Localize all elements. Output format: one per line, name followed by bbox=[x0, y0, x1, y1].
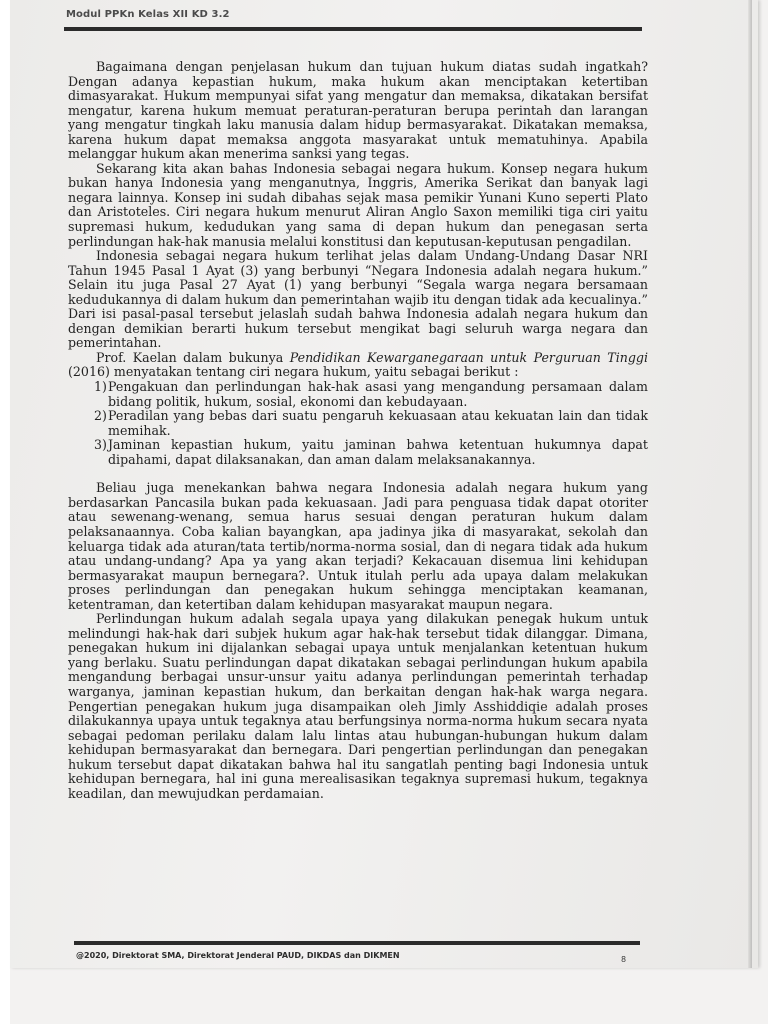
paragraph-pancasila: Beliau juga menekankan bahwa negara Indonesia adalah negara hukum yang berdasarkan Pancasila bukan pada kekuasaan. Jadi para penguasa tidak dapat otoriter atau sewenang-wenang, semua harus sesuai dengan peraturan hukum dalam pelaksanaannya. Coba kalian bayangkan, apa jadinya jika di masyarakat, sekolah dan keluarga tidak ada aturan/tata tertib/norma-norma sosial, dan di negara tidak ada hukum atau undang-undang? Apa ya yang akan terjadi? Kekacauan disemua lini kehidupan bermasyarakat maupun bernegara?. Untuk itulah perlu ada upaya dalam melakukan proses perlindungan dan penegakan hukum sehingga menciptakan keamanan, ketentraman, dan ketertiban dalam kehidupan masyarakat maupun negara. bbox=[68, 480, 648, 612]
list-number: 1) bbox=[94, 379, 107, 395]
list-text: Jaminan kepastian hukum, yaitu jaminan bahwa ketentuan hukumnya dapat dipahami, dapat dilaksanakan, dan aman dalam melaksanakannya. bbox=[108, 437, 648, 467]
paragraph-perlindungan-hukum: Perlindungan hukum adalah segala upaya yang dilakukan penegak hukum untuk melindungi hak-hak dari subjek hukum agar hak-hak tersebut tidak dilanggar. Dimana, penegakan hukum ini dijalankan sebagai upaya untuk menjalankan ketentuan hukum yang berlaku. Suatu perlindungan dapat dikatakan sebagai perlindungan hukum apabila mengandung berbagai unsur-unsur yaitu adanya perlindungan pemerintah terhadap warganya, jaminan kepastian hukum, dan berkaitan dengan hak-hak warga negara. Pengertian penegakan hukum juga disampaikan oleh Jimly Asshiddiqie adalah proses dilakukannya upaya untuk tegaknya atau berfungsinya norma-norma hukum secara nyata sebagai pedoman perilaku dalam lalu lintas atau hubungan-hubungan hukum dalam kehidupan bermasyarakat dan bernegara. Dari pengertian perlindungan dan penegakan hukum tersebut dapat dikatakan bahwa hal itu sangatlah penting bagi Indonesia untuk kehidupan bernegara, hal ini guna merealisasikan tegaknya supremasi hukum, tegaknya keadilan, dan mewujudkan perdamaian. bbox=[68, 611, 648, 801]
list-item bbox=[68, 438, 648, 467]
list-item bbox=[68, 380, 648, 409]
page-footer: @2020, Direktorat SMA, Direktorat Jenderal PAUD, DIKDAS dan DIKMEN bbox=[76, 951, 400, 960]
page-number: 8 bbox=[621, 955, 627, 964]
header-rule bbox=[64, 27, 642, 31]
list-number: 3) bbox=[94, 437, 107, 453]
list-text: Pengakuan dan perlindungan hak-hak asasi yang mengandung persamaan dalam bidang politik, hukum, sosial, ekonomi dan kebudayaan. bbox=[108, 379, 648, 409]
footer-rule bbox=[74, 941, 640, 945]
paragraph-negara-hukum: Sekarang kita akan bahas Indonesia sebagai negara hukum. Konsep negara hukum bukan hanya Indonesia yang menganutnya, Inggris, Amerika Serikat dan banyak lagi negara lainnya. Konsep ini sudah dibahas sejak masa pemikir Yunani Kuno seperti Plato dan Aristoteles. Ciri negara hukum menurut Aliran Anglo Saxon memiliki tiga ciri yaitu supremasi hukum, kedudukan yang sama di depan hukum dan penegasan serta perlindungan hak-hak manusia melalui konstitusi dan keputusan-keputusan pengadilan. bbox=[68, 160, 648, 249]
page-header: Modul PPKn Kelas XII KD 3.2 bbox=[66, 9, 230, 20]
ciri-negara-hukum-list bbox=[68, 380, 648, 467]
document-body bbox=[68, 60, 648, 801]
list-text: Peradilan yang bebas dari suatu pengaruh kekuasaan atau kekuatan lain dan tidak memihak. bbox=[108, 408, 648, 438]
list-number: 2) bbox=[94, 408, 107, 424]
book-title: Pendidikan Kewarganegaraan untuk Perguruan Tinggi bbox=[289, 349, 648, 365]
paragraph-kaelan bbox=[68, 351, 648, 380]
kaelan-outro: (2016) menyatakan tentang ciri negara hukum, yaitu sebagai berikut : bbox=[68, 364, 519, 380]
list-item bbox=[68, 409, 648, 438]
paragraph-uud-1945: Indonesia sebagai negara hukum terlihat jelas dalam Undang-Undang Dasar NRI Tahun 1945 Pasal 1 Ayat (3) yang berbunyi “Negara Indonesia adalah negara hukum.” Selain itu juga Pasal 27 Ayat (1) yang berbunyi “Segala warga negara bersamaan kedudukannya di dalam hukum dan pemerintahan wajib itu dengan tidak ada kecualinya.” Dari isi pasal-pasal tersebut jelaslah sudah bahwa Indonesia adalah negara hukum dan dengan demikian berarti hukum tersebut mengikat bagi seluruh warga negara dan pemerintahan. bbox=[68, 248, 648, 351]
kaelan-intro: Prof. Kaelan dalam bukunya bbox=[96, 349, 290, 365]
paragraph-kepastian-hukum: Bagaimana dengan penjelasan hukum dan tujuan hukum diatas sudah ingatkah? Dengan adanya kepastian hukum, maka hukum akan menciptakan ketertiban dimasyarakat. Hukum mempunyai sifat yang mengatur dan memaksa, dikatakan bersifat mengatur, karena hukum memuat peraturan-peraturan berupa perintah dan larangan yang mengatur tingkah laku manusia dalam hidup bermasyarakat. Dikatakan memaksa, karena hukum dapat memaksa anggota masyarakat untuk mematuhinya. Apabila melanggar hukum akan menerima sanksi yang tegas. bbox=[68, 59, 648, 162]
page-edge-shadow bbox=[748, 0, 752, 968]
